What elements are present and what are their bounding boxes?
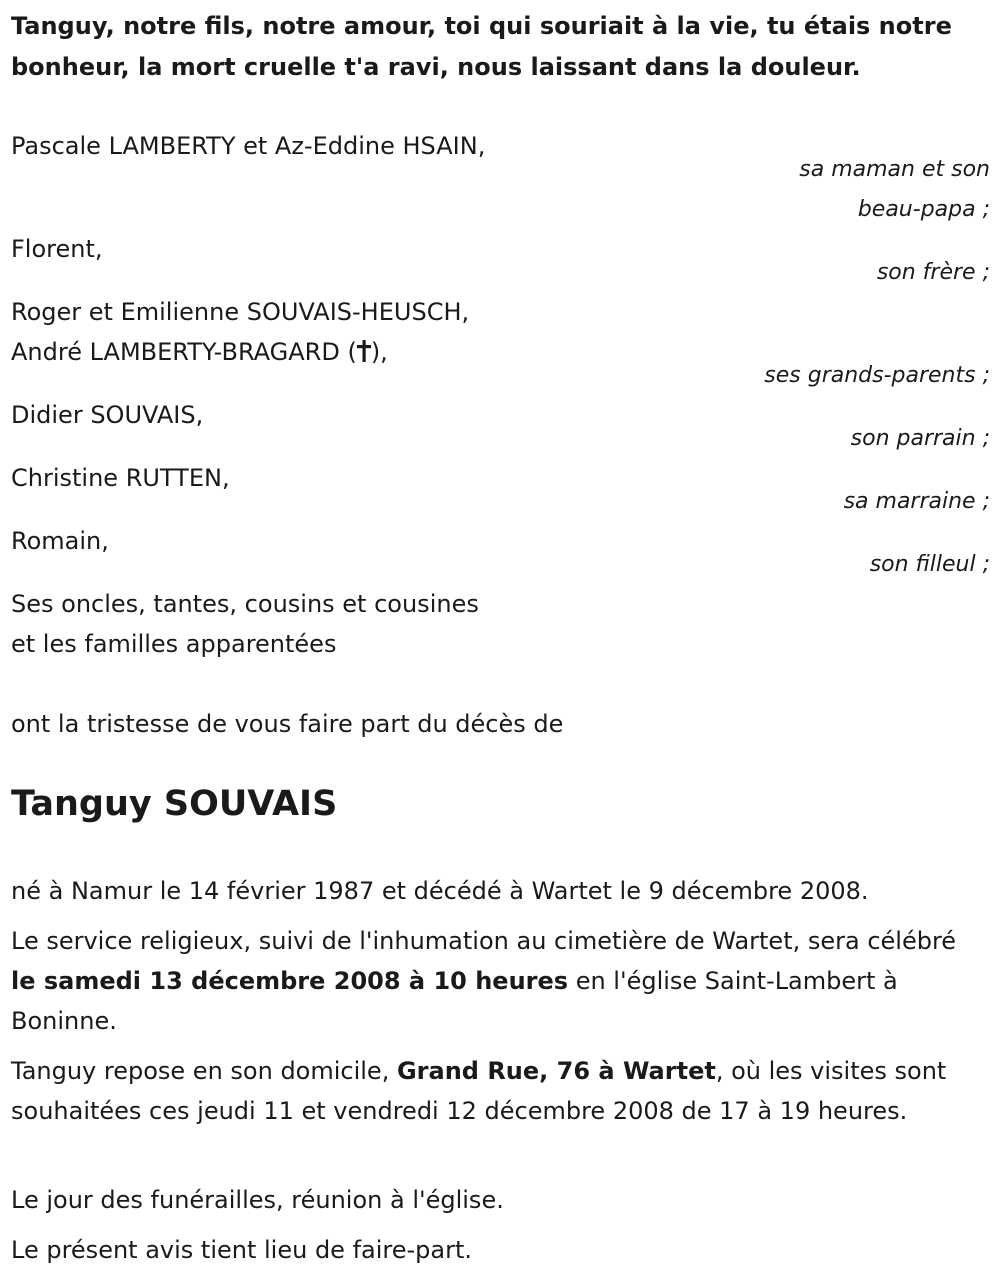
family-name: Pascale LAMBERTY et Az-Eddine HSAIN, [11,132,486,160]
family-role: son filleul ; [869,552,990,577]
rest-text: , où les visites sont souhaitées ces jeudi 11 et vendredi 12 décembre 2008 de 17 à 19 heures. [11,1057,947,1125]
service-text: Le service religieux, suivi de l'inhumation au cimetière de Wartet, sera célébré [11,927,957,955]
announcement-text: ont la tristesse de vous faire part du décès de [11,710,564,738]
intro-verse: Tanguy, notre fils, notre amour, toi qui souriait à la vie, tu étais notre bonheur, la mort cruelle t'a ravi, nous laissant dans la douleur. [11,12,952,81]
service-paragraph [11,921,986,1041]
family-name: Roger et Emilienne SOUVAIS-HEUSCH, [11,298,470,326]
family-role: ses grands-parents ; [764,363,990,388]
family-name-part: André LAMBERTY-BRAGARD ( [11,338,357,366]
birth-death-text: né à Namur le 14 février 1987 et décédé à Wartet le 9 décembre 2008. [11,877,869,905]
family-name-part: ), [370,338,388,366]
notice-text: Le présent avis tient lieu de faire-part. [11,1236,473,1264]
rest-address: Grand Rue, 76 à Wartet [396,1057,716,1085]
family-name: Christine RUTTEN, [11,464,230,492]
family-name: Romain, [11,527,109,555]
family-role: son frère ; [876,260,990,285]
rest-paragraph [11,1051,986,1131]
family-role: sa maman et son [799,157,990,182]
family-name: Ses oncles, tantes, cousins et cousines [11,590,479,618]
family-name: Didier SOUVAIS, [11,401,204,429]
deceased-name: Tanguy SOUVAIS [11,784,338,824]
family-name: et les familles apparentées [11,630,337,658]
family-role: sa marraine ; [843,489,990,514]
service-text: en l'église Saint-Lambert à Boninne. [11,967,898,1035]
family-name: Florent, [11,235,103,263]
service-date: le samedi 13 décembre 2008 à 10 heures [11,967,569,995]
family-name-line [11,332,388,372]
cross-icon [357,340,371,362]
family-role: son parrain ; [850,426,990,451]
family-role: beau-papa ; [857,197,990,222]
funeral-meeting-text: Le jour des funérailles, réunion à l'église. [11,1186,504,1214]
rest-text: Tanguy repose en son domicile, [11,1057,397,1085]
